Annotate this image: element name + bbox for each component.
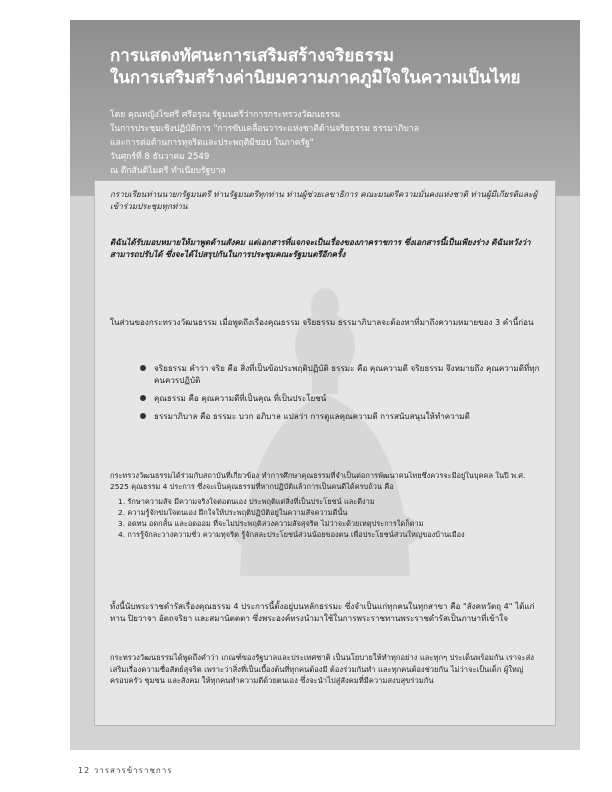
page-number: 12 — [78, 766, 91, 775]
intro-paragraph: ในส่วนของกระทรวงวัฒนธรรม เมื่อพูดถึงเรื่องคุณธรรม จริยธรรม ธรรมาภิบาลจะต้องหาที่มาถึงความหมายของ 3 คำนี้ก่อน — [110, 317, 534, 327]
byline-event-cont: และการต่อต้านการทุจริตและประพฤติมิชอบ ในภาครัฐ" — [110, 138, 314, 148]
greeting-paragraph: กราบเรียนท่านนายกรัฐมนตรี ท่านรัฐมนตรีทุกท่าน ท่านผู้ช่วยเลขาธิการ คณะมนตรีความมั่นคงแห่งชาติ ท่านผู้มีเกียรติและผู้เข้าร่วมประชุมทุกท่าน — [110, 189, 538, 211]
page-footer — [78, 764, 173, 777]
list-item — [140, 362, 540, 386]
list-item: 2. ความรู้จักข่มใจตนเอง ฝึกใจให้ประพฤติปฏิบัติอยู่ในความสัจความดีนั้น — [118, 508, 348, 517]
bullet-icon — [140, 395, 146, 401]
definition-virtue: คุณธรรม คือ คุณความดีที่เป็นคุณ ที่เป็นประโยชน์ — [154, 393, 327, 403]
list-item: 4. การรู้จักละวางความชั่ว ความทุจริต รู้จักสละประโยชน์ส่วนน้อยของตน เพื่อประโยชน์ส่วนใหญ่ของบ้านเมือง — [118, 530, 465, 539]
conclusion-paragraph: ทั้งนี้นับพระราชดำรัสเรื่องคุณธรรม 4 ประการนี้ตั้งอยู่บนหลักธรรมะ ซึ่งจำเป็นแก่ทุกคนในทุกสาขา คือ "สังคหวัตถุ 4" ได้แก่ ทาน ปิยวาจา อัตถจริยา และสมานัตตตา ซึ่งพระองค์ทรงนำมาใช้ในการพระราชทานพระราชดำรัสเป็นภาษาที่เข้าใจ — [110, 601, 535, 623]
bullet-icon — [140, 413, 146, 419]
history-text: กระทรวงวัฒนธรรมได้ร่วมกับสถาบันที่เกี่ยวข้อง ทำการศึกษาคุณธรรมที่จำเป็นต่อการพัฒนาคนไทยซึ่งควรจะมีอยู่ในบุคคล ในปี พ.ศ. 2525 คุณธรรม 4 ประการ ซึ่งจะเป็นคุณธรรมที่หากปฏิบัติแล้วการเป็นคนดีได้ครบถ้วน คือ — [110, 471, 526, 491]
definition-good-governance: ธรรมาภิบาล คือ ธรรมะ บวก อภิบาล แปลว่า การดูแลคุณความดี การสนับสนุนให้ทำความดี — [154, 411, 470, 421]
list-item — [140, 410, 540, 422]
history-paragraph — [110, 470, 542, 540]
thanks-paragraph: ดิฉันได้รับมอบหมายให้มาพูดด้านสังคม แต่เอกสารที่แจกจะเป็นเรื่องของภาคราชการ ซึ่งเอกสารนี้เป็นเพียงร่าง ดิฉันหวังว่าสามารถปรับได้ ซึ่งจะได้ไปสรุปกันในการประชุมคณะรัฐมนตรีอีกครั้ง — [110, 237, 531, 259]
byline-venue: ณ ตึกสันติไมตรี ทำเนียบรัฐบาล — [110, 166, 226, 176]
byline-date: วันศุกร์ที่ 8 ธันวาคม 2549 — [110, 152, 210, 162]
byline — [110, 108, 550, 178]
list-item — [140, 392, 540, 404]
closing-paragraph: กระทรวงวัฒนธรรมได้พูดถึงคำว่า เกณฑ์ของรัฐบาลและประเทศชาติ เป็นนโยบายให้ทำทุกอย่าง และทุกๆ ประเด็นพร้อมกัน เราจะส่งเสริมเรื่องความซื่อสัตย์สุจริต เพราะว่าสิ่งที่เป็นเบื้องต้นที่ทุกคนต้องมี ต้องร่วมกันทำ และทุกคนต้องช่วยกัน ไม่ว่าจะเป็นเด็ก ผู้ใหญ่ ครอบครัว ชุมชน และสังคม ให้ทุกคนทำความดีด้วยตนเอง ซึ่งจะนำไปสู่สังคมที่มีความสงบสุขร่วมกัน — [110, 653, 534, 685]
definition-list — [140, 362, 540, 428]
list-item: 1. รักษาความสัจ มีความจริงใจต่อตนเอง ประพฤติแต่สิ่งที่เป็นประโยชน์ และดีงาม — [118, 497, 375, 506]
byline-author: โดย คุณหญิงไขศรี ศรีอรุณ รัฐมนตรีว่าการกระทรวงวัฒนธรรม — [110, 110, 341, 120]
publication-name: วารสารข้าราชการ — [93, 766, 173, 775]
list-item: 3. อดทน อดกลั้น และอดออม ที่จะไม่ประพฤติล่วงความสัจสุจริต ไม่ว่าจะด้วยเหตุประการใดก็ตาม — [118, 519, 424, 528]
definition-ethics: จริยธรรม คำว่า จริย คือ สิ่งที่เป็นข้อประพฤติปฏิบัติ ธรรมะ คือ คุณความดี จริยธรรม จึงหมายถึง คุณความดีที่ทุกคนควรปฏิบัติ — [154, 363, 540, 385]
article-title-line-1: การแสดงทัศนะการเสริมสร้างจริยธรรม — [110, 46, 395, 66]
bullet-icon — [140, 365, 146, 371]
article-title-line-2: ในการเสริมสร้างค่านิยมความภาคภูมิใจในความเป็นไทย — [110, 68, 521, 88]
virtues-list — [110, 496, 542, 540]
byline-event: ในการประชุมเชิงปฏิบัติการ "การขับเคลื่อนวาระแห่งชาติด้านจริยธรรม ธรรมาภิบาล — [110, 124, 419, 134]
